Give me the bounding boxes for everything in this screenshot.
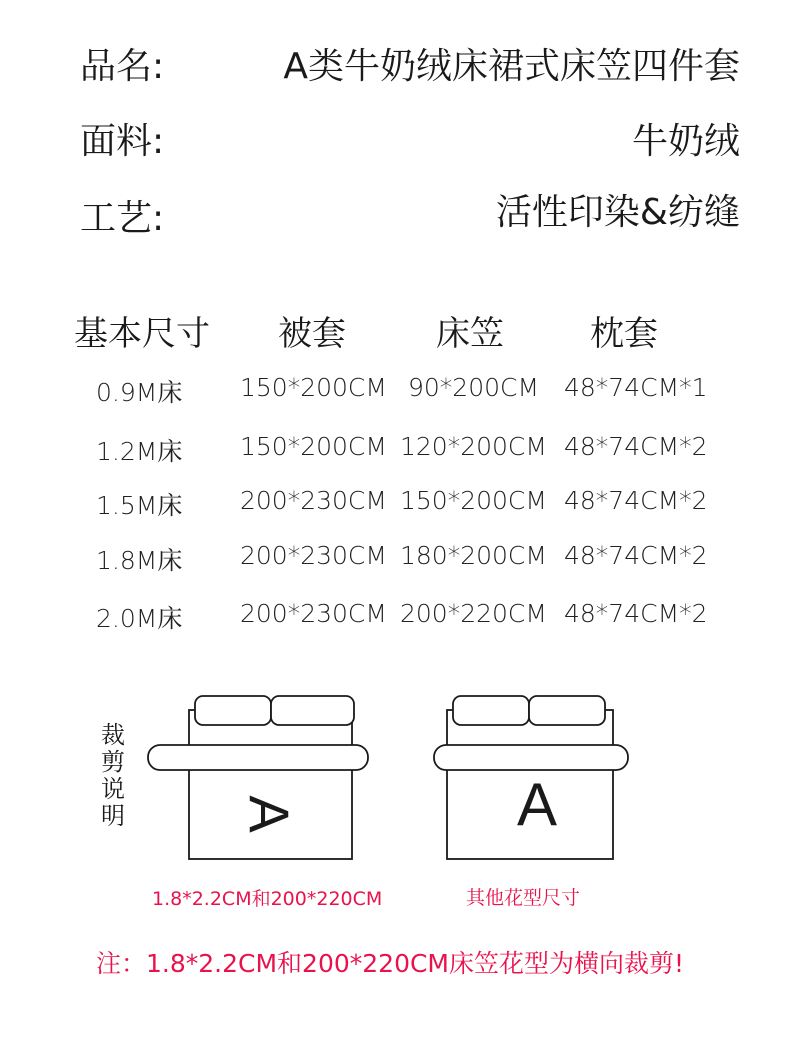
size-cell-bed: 1.5M床 bbox=[96, 491, 183, 520]
size-cell-pillow: 48*74CM*2 bbox=[564, 432, 708, 461]
size-cell-pillow: 48*74CM*2 bbox=[564, 541, 708, 570]
size-cell-sheet: 90*200CM bbox=[408, 373, 540, 402]
size-cell-duvet: 150*200CM bbox=[240, 432, 387, 461]
caption-other-sizes: 其他花型尺寸 bbox=[466, 887, 581, 909]
pillow bbox=[271, 696, 354, 725]
size-cell-duvet: 200*230CM bbox=[240, 541, 387, 570]
bed-border-band bbox=[148, 745, 368, 770]
print-letter: A bbox=[238, 795, 302, 833]
size-cell-pillow: 48*74CM*1 bbox=[564, 373, 708, 402]
cutting-note: 注：1.8*2.2CM和200*220CM床笠花型为横向裁剪! bbox=[96, 949, 685, 978]
size-cell-bed: 0.9M床 bbox=[96, 378, 183, 407]
size-cell-sheet: 180*200CM bbox=[400, 541, 547, 570]
caption-rotated-sizes: 1.8*2.2CM和200*220CM bbox=[152, 888, 383, 910]
size-cell-duvet: 200*230CM bbox=[240, 599, 387, 628]
size-cell-bed: 2.0M床 bbox=[96, 604, 183, 633]
bed-diagram-rotated bbox=[145, 692, 371, 862]
header-fitted-sheet: 床笠 bbox=[436, 314, 504, 354]
size-cell-bed: 1.2M床 bbox=[96, 437, 183, 466]
pillow bbox=[195, 696, 271, 725]
fabric-label: 面料: bbox=[80, 121, 165, 162]
product-name-label: 品名: bbox=[80, 46, 165, 87]
size-cell-duvet: 200*230CM bbox=[240, 486, 387, 515]
product-name-value: A类牛奶绒床裙式床笠四件套 bbox=[283, 46, 740, 87]
size-cell-duvet: 150*200CM bbox=[240, 373, 387, 402]
header-basic-size: 基本尺寸 bbox=[74, 314, 210, 354]
header-duvet-cover: 被套 bbox=[278, 314, 346, 354]
size-cell-pillow: 48*74CM*2 bbox=[564, 599, 708, 628]
header-pillowcase: 枕套 bbox=[590, 314, 658, 354]
fabric-value: 牛奶绒 bbox=[631, 121, 740, 162]
pillow bbox=[529, 696, 605, 725]
cutting-instructions-label: 裁剪说明 bbox=[101, 721, 125, 830]
craft-value: 活性印染&纺缝 bbox=[495, 192, 740, 233]
print-letter: A bbox=[516, 770, 558, 838]
craft-label: 工艺: bbox=[80, 198, 165, 239]
bed-frame bbox=[189, 710, 352, 859]
size-cell-sheet: 120*200CM bbox=[400, 432, 547, 461]
size-cell-pillow: 48*74CM*2 bbox=[564, 486, 708, 515]
pillow bbox=[453, 696, 529, 725]
bed-diagram-upright bbox=[431, 692, 631, 862]
size-cell-sheet: 200*220CM bbox=[400, 599, 547, 628]
size-cell-sheet: 150*200CM bbox=[400, 486, 547, 515]
bed-border-band bbox=[434, 745, 628, 770]
size-cell-bed: 1.8M床 bbox=[96, 546, 183, 575]
